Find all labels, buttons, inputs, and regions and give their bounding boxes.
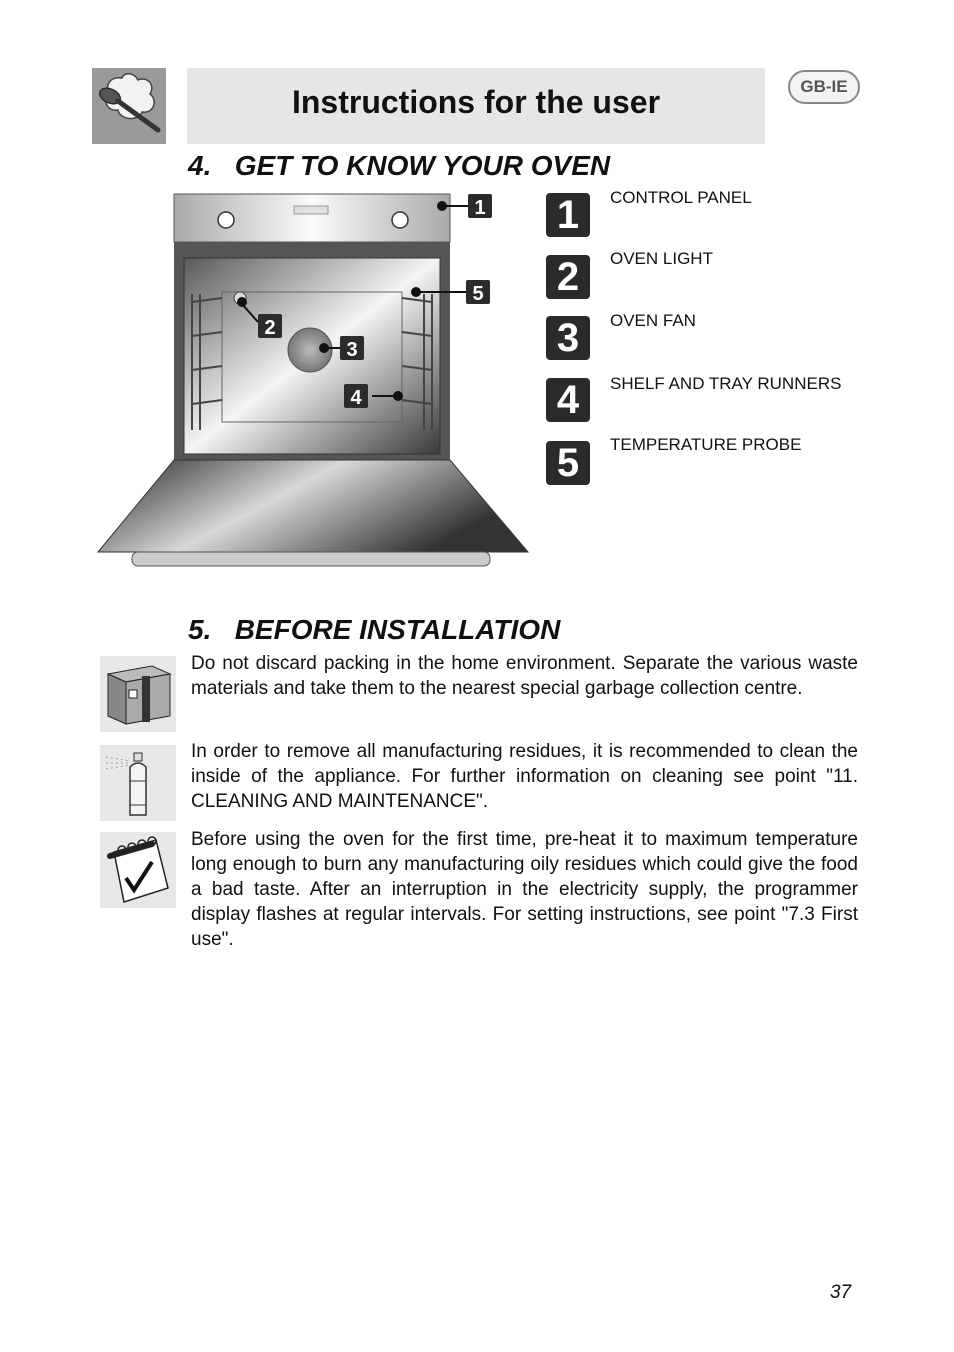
legend-badge-3: 3 [546, 316, 590, 360]
legend-label-oven-light: OVEN LIGHT [610, 249, 713, 268]
legend-label-control-panel: CONTROL PANEL [610, 188, 752, 207]
legend-label-temperature-probe: TEMPERATURE PROBE [610, 435, 802, 454]
legend-badge-2: 2 [546, 255, 590, 299]
callout-3: 3 [346, 339, 358, 361]
page-title: Instructions for the user [291, 84, 661, 120]
legend-label-oven-fan: OVEN FAN [610, 311, 696, 330]
spoon-chef-hat-icon [92, 68, 166, 144]
packing-box-icon [100, 656, 176, 732]
paragraph-preheat: Before using the oven for the first time, pre-heat it to maximum temperature long enough to burn any manufacturing oily residues which could give the food a bad taste. After an interruption in the electricity supply, the programmer display flashes at regular intervals. For setting instructions, see point "7.3 First use". [191, 829, 858, 950]
section-4-heading: 4. GET TO KNOW YOUR OVEN [188, 150, 611, 181]
oven-diagram-icon [96, 190, 530, 579]
notepad-check-icon [100, 832, 176, 908]
paragraph-cleaning: In order to remove all manufacturing residues, it is recommended to clean the inside of the appliance. For further information on cleaning see point "11. CLEANING AND MAINTENANCE". [191, 741, 858, 812]
page-number: 37 [830, 1282, 852, 1303]
callout-1: 1 [474, 197, 486, 219]
legend-badge-4: 4 [546, 378, 590, 422]
legend-badge-5: 5 [546, 441, 590, 485]
legend-label-shelf-runners: SHELF AND TRAY RUNNERS [610, 374, 842, 393]
paragraph-packing: Do not discard packing in the home environment. Separate the various waste materials and take them to the nearest special garbage collection centre. [191, 653, 858, 699]
callout-5: 5 [472, 283, 484, 305]
spray-can-icon [100, 745, 176, 821]
region-badge: GB-IE [788, 70, 860, 104]
callout-2: 2 [264, 317, 276, 339]
legend-badge-1: 1 [546, 193, 590, 237]
callout-4: 4 [350, 387, 362, 409]
section-5-heading: 5. BEFORE INSTALLATION [188, 614, 561, 645]
